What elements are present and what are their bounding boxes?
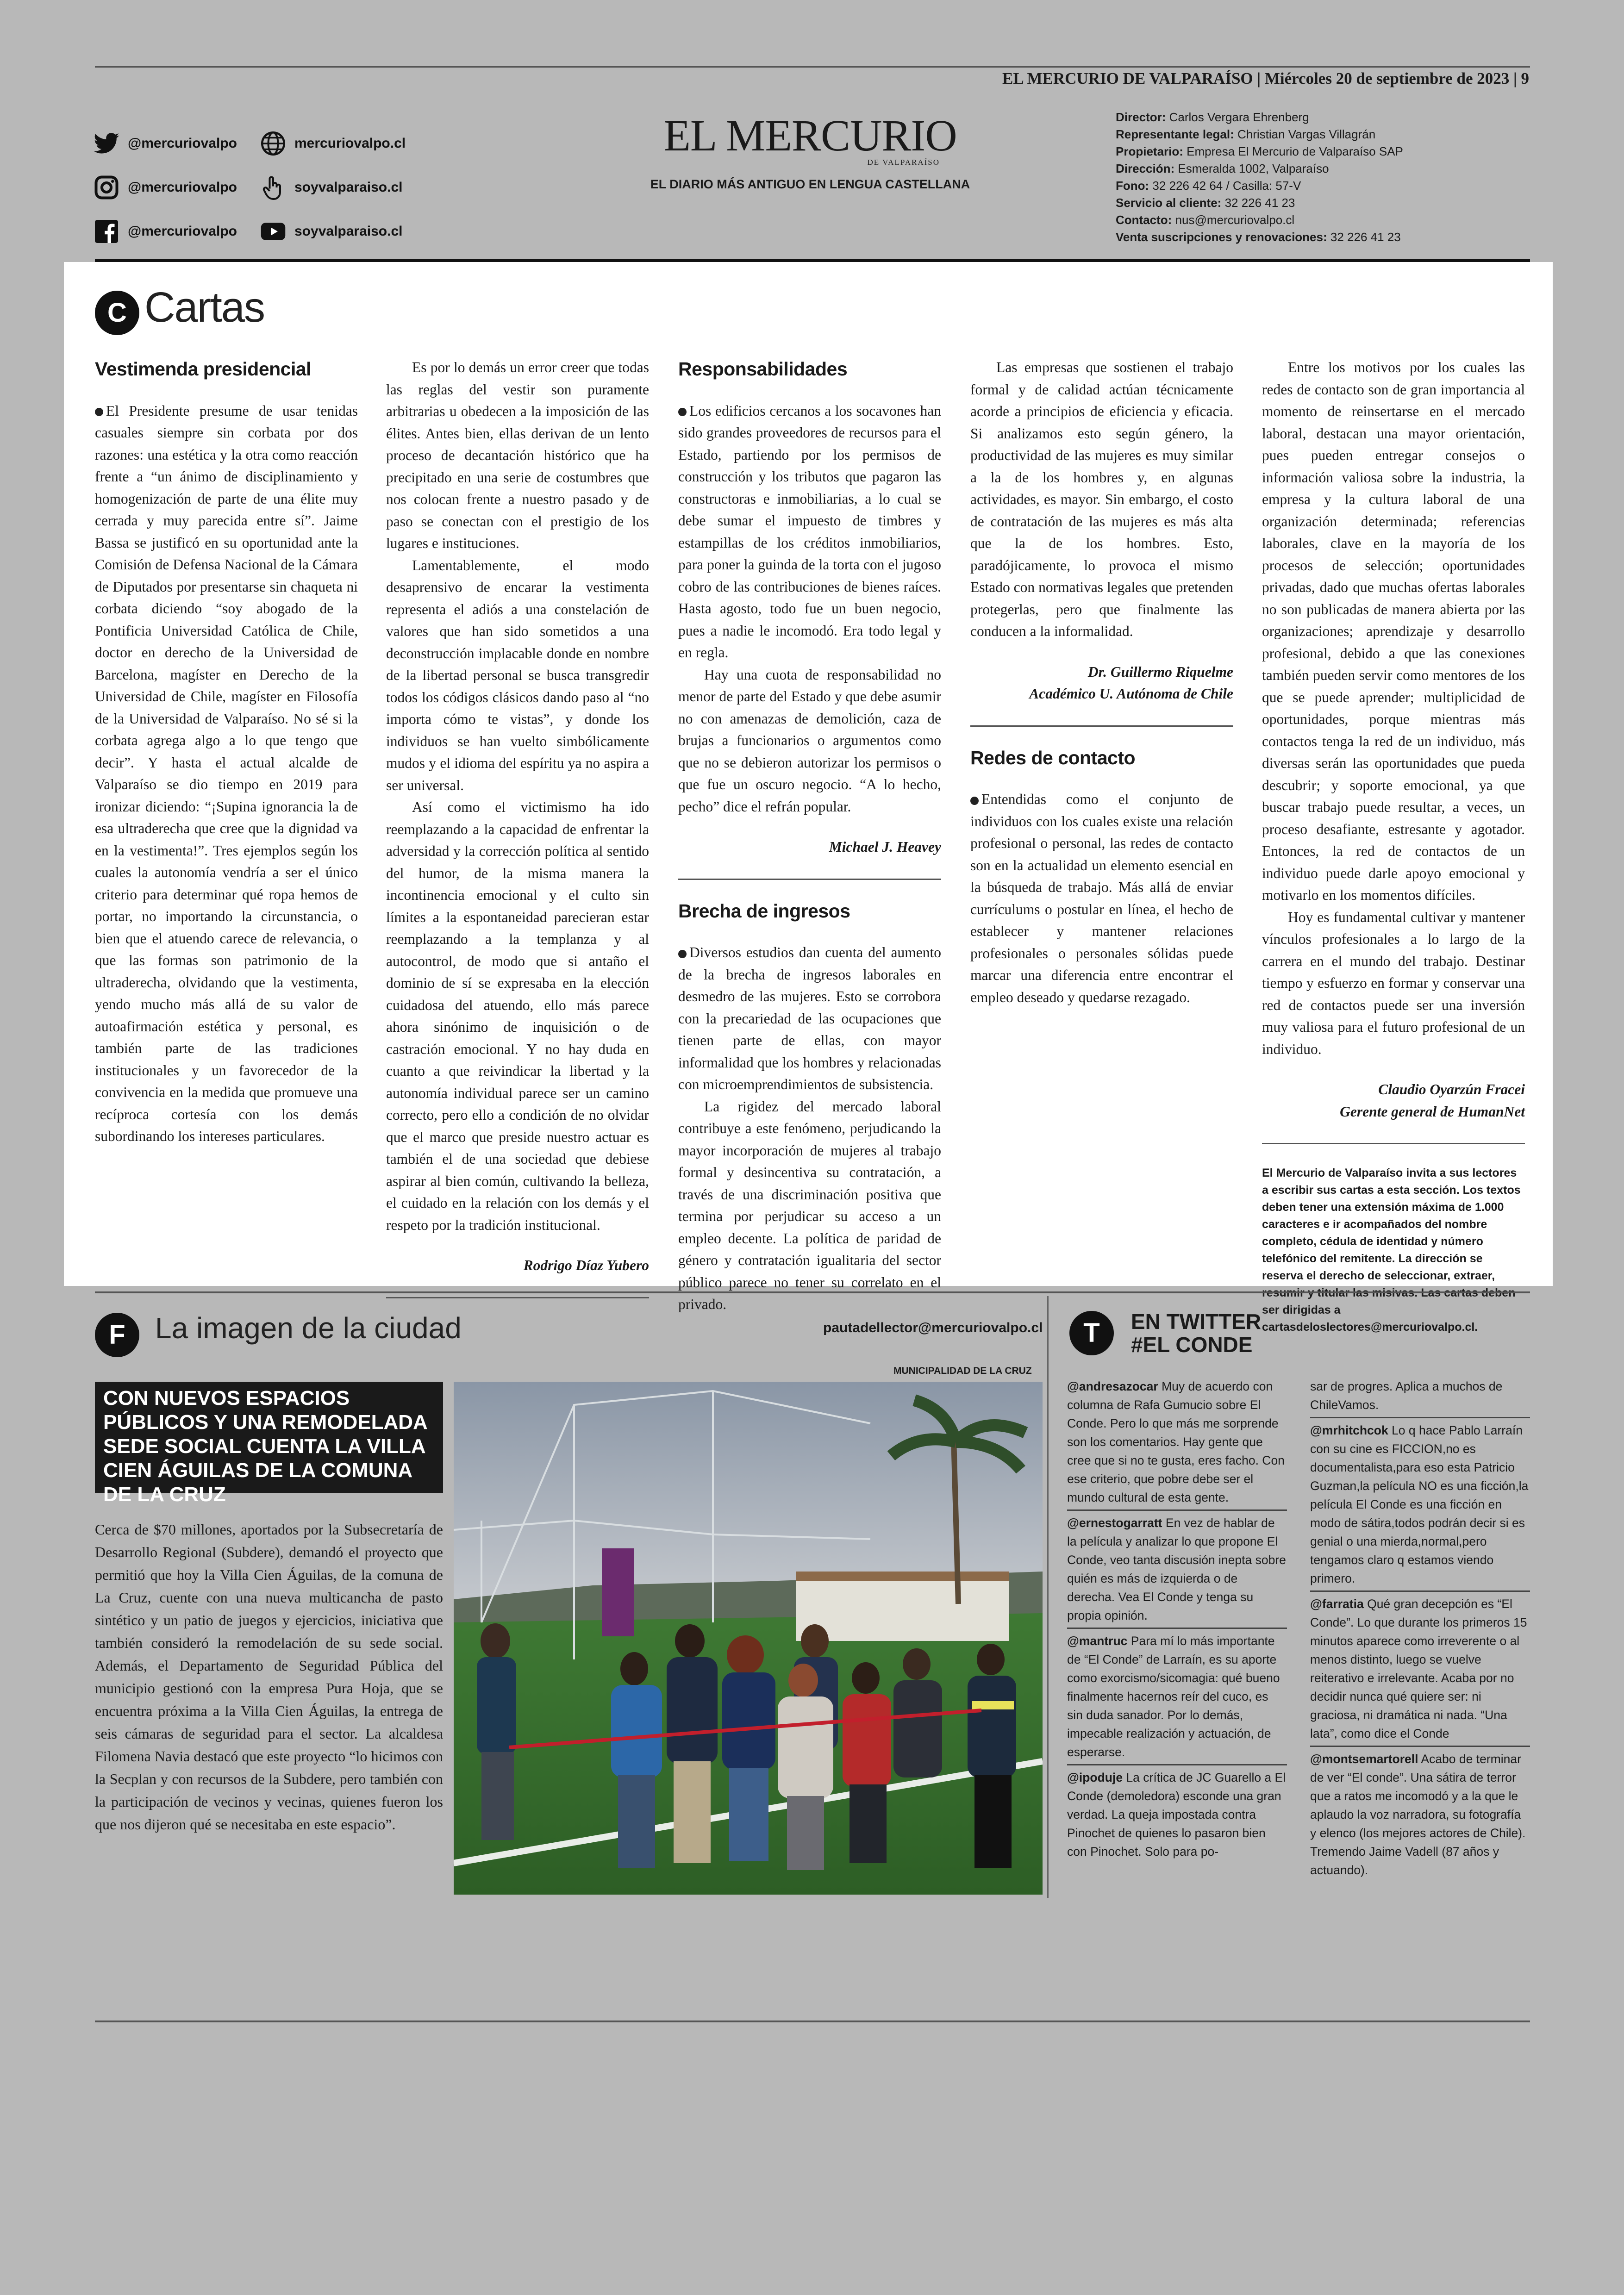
letter-title: Brecha de ingresos	[678, 900, 850, 922]
brand-tagline: EL DIARIO MÁS ANTIGUO EN LENGUA CASTELLANA	[650, 177, 970, 191]
tweet-handle[interactable]: @andresazocar	[1067, 1379, 1158, 1393]
bottom-rule	[95, 2021, 1530, 2022]
letter-column-2	[386, 356, 649, 1319]
photo-headline: CON NUEVOS ESPACIOS PÚBLICOS Y UNA REMODELADA SEDE SOCIAL CUENTA LA VILLA CIEN ÁGUILAS DE LA COMUNA DE LA CRUZ	[95, 1382, 443, 1493]
divider	[386, 1297, 649, 1298]
letter-body: Hoy es fundamental cultivar y mantener vínculos profesionales a lo largo de la carrera en el mundo del trabajo. Destinar tiempo y esfuerzo en formar y conservar una red de contactos puede ser una inversión muy valiosa para el futuro profesional de un individuo.	[1262, 909, 1525, 1057]
social-twitter[interactable]	[93, 130, 237, 157]
letter-signature-role: Gerente general de HumanNet	[1340, 1103, 1525, 1120]
tweet-text: La crítica de JC Guarello a El Conde (demoledora) esconde una gran verdad. La queja impostada contra Pinochet de quienes lo pasaron bien con Pinochet. Solo para po-	[1067, 1771, 1286, 1858]
twitter-title-line: EN TWITTER	[1131, 1310, 1262, 1334]
dateline-text: EL MERCURIO DE VALPARAÍSO | Miércoles 20 de septiembre de 2023 |	[1002, 69, 1517, 87]
brand-sub: DE VALPARAÍSO	[867, 158, 940, 167]
tweet	[1067, 1514, 1287, 1629]
staff-line: Representante legal: Christian Vargas Villagrán	[1116, 127, 1376, 141]
tweet	[1067, 1377, 1287, 1511]
photo-lede: Cerca de $70 millones, aportados por la Subsecretaría de Desarrollo Regional (Subdere), demandó el proyecto que permitió que hoy la Villa Cien Águilas, de la comuna de La Cruz, cuente con una nueva multicancha de pasto sintético y un patio de juegos y ejercicios, iniciativa que también consideró la remodelación de su sede social. Además, el Departamento de Seguridad Pública del municipio gestionó con la empresa Pura Hoja, que se encuentra próxima a la Villa Cien Águilas, la entrega de seis cámaras de seguridad para el sector. La alcaldesa Filomena Navia destacó que este proyecto “lo hicimos con la Secplan y con recursos de la Subdere, pero también con la participación de vecinos y vecinas, quienes fueron los que nos dijeron qué se necesitaba en este espacio”.	[95, 1521, 443, 1833]
letter-signature: Dr. Guillermo Riquelme	[1087, 663, 1233, 680]
tweet	[1067, 1768, 1287, 1861]
letter-column-4	[970, 356, 1233, 1008]
letter-body: Lamentablemente, el modo desaprensivo de encarar la vestimenta representa el adiós a una constelación de valores que han sido sometidos a una deconstrucción implacable donde en nombre de la libertad personal se busca transgredir todos los códigos clásicos dando paso al “no importa cómo te vistas”, y donde los individuos se han vuelto simbólicamente mudos y el idioma del espíritu ya no aspira a ser universal.	[386, 557, 649, 793]
youtube-icon	[259, 218, 287, 245]
imagen-email[interactable]: pautadellector@mercuriovalpo.cl	[823, 1320, 1043, 1335]
social-youtube[interactable]	[259, 218, 402, 245]
twitter-hashtag: #EL CONDE	[1131, 1333, 1253, 1357]
letter-title: Redes de contacto	[970, 747, 1136, 768]
social-label: soyvalparaiso.cl	[294, 180, 403, 195]
social-facebook[interactable]	[93, 218, 237, 245]
staff-line: Propietario: Empresa El Mercurio de Valparaíso SAP	[1116, 144, 1403, 158]
letter-body: Entre los motivos por los cuales las redes de contacto son de gran importancia al momento de reinsertarse en el mercado laboral, destacan una mayor orientación, pues pueden entregar consejos o información valiosa sobre la industria, la empresa y la cultura laboral de una organización determinada; referencias laborales, clave en la mayoría de los procesos de selección; oportunidades privadas, dado que muchas ofertas laborales no son publicadas de manera abierta por las organizaciones; aprendizaje y desarrollo profesional, debido a que las conexiones también pueden servir como mentores de los que se puede aprender; multiplicidad de oportunidades, porque mientras más contactos tenga la red de un individuo, más diversas serán las oportunidades que pueda descubrir; y soporte emocional, ya que buscar trabajo puede resultar, a veces, un proceso desafiante, estresante y agotador. Entonces, la red de contactos de un individuo puede darle apoyo emocional y motivarlo en los momentos difíciles.	[1262, 359, 1525, 903]
letter-column-1	[95, 356, 358, 1148]
letter-body: El Presidente presume de usar tenidas casuales siempre sin corbata por dos razones: una estética y la otra como reacción frente a “un ánimo de disciplinamiento y homogenización de parte de una élite muy cerrada y muy parecida entre sí”. Jaime Bassa se justificó en su oportunidad ante la Comisión de Defensa Nacional de la Cámara de Diputados por presentarse sin chaqueta ni corbata diciendo “soy abogado de la Pontificia Universidad Católica de Chile, doctor en derecho de la Universidad de Barcelona, magíster en Derecho de la Universidad de Chile, magíster en Filosofía de la Universidad de Valparaíso. No sé si la corbata agrega algo a lo que tengo que decir”. Y hasta el actual alcalde de Valparaíso se dio tiempo en 2019 para ironizar diciendo: “¡Supina ignorancia la de esa ultraderecha que cree que la dignidad va en la vestimenta!”. Tres ejemplos según los cuales la autonomía vendría a ser el único criterio para determinar qué ropa hemos de portar, no importando la circunstancia, o bien que el atuendo carece de relevancia, o que las formas son patrimonio de la ultraderecha, olvidando que la vestimenta, yendo mucho más allá de su valor de autoafirmación estética y personal, es también parte de las tradiciones institucionales y un favorecedor de la convivencia en la medida que promueve una recíproca cortesía con los demás subordinando los intereses particulares.	[95, 402, 358, 1144]
twitter-section-title	[1131, 1310, 1261, 1356]
ribbon-cutting-photo	[454, 1382, 1043, 1895]
bullet-icon	[678, 950, 687, 958]
tweet-text: En vez de hablar de la película y analizar lo que propone El Conde, veo tanta discusión inepta sobre quién es más de izquierda o de derecha. Vea El Conde y tenga su propia opinión.	[1067, 1516, 1286, 1622]
instagram-icon	[93, 174, 120, 201]
tweet-text: Qué gran decepción es “El Conde”. Lo que durante los primeros 15 minutos aparece como irreverente o al menos distinto, luego se vuelve reiterativo e irrelevante. Acaba por no decidir nunca qué quiere ser: ni graciosa, ni dramática ni nada. “Una lata”, como dice el Conde	[1310, 1597, 1527, 1740]
letter-column-3	[678, 356, 941, 1316]
social-label: @mercuriovalpo	[128, 136, 237, 151]
tweets-column-2	[1310, 1377, 1530, 1879]
tweets-column-1	[1067, 1377, 1287, 1861]
letter-column-5	[1262, 356, 1525, 1336]
letter-signature: Claudio Oyarzún Fracei	[1378, 1081, 1525, 1098]
letter-body: Es por lo demás un error creer que todas las reglas del vestir son puramente arbitrarias u obedecen a la imposición de las élites. Antes bien, ellas derivan de un lento proceso de decantación histórico que ha precipitado en una serie de costumbres que nos colocan frente a nuestro pasado y de paso se conectan con el prestigio de los lugares e instituciones.	[386, 359, 649, 551]
staff-line: Contacto: nus@mercuriovalpo.cl	[1116, 213, 1295, 227]
tweet-text: Lo q hace Pablo Larraín con su cine es FICCION,no es documentalista,para eso esta Patricio Guzman,la película NO es una ficción,la película El Conde es una ficción en modo de sátira,todos podrán decir si es genial o una mierda,normal,pero tengamos claro q estamos viendo primero.	[1310, 1423, 1529, 1585]
staff-line: Fono: 32 226 42 64 / Casilla: 57-V	[1116, 179, 1301, 193]
tweet-handle[interactable]: @mrhitchcok	[1310, 1423, 1388, 1437]
twitter-section-icon: T	[1069, 1311, 1114, 1355]
photo-illustration	[454, 1382, 1043, 1895]
tweet-handle[interactable]: @mantruc	[1067, 1634, 1128, 1648]
staff-line: Servicio al cliente: 32 226 41 23	[1116, 196, 1295, 210]
social-label: @mercuriovalpo	[128, 180, 237, 195]
bullet-icon	[678, 408, 687, 416]
brand-name: EL MERCURIO	[663, 111, 957, 160]
brand-block	[630, 113, 991, 192]
social-instagram[interactable]	[93, 174, 237, 201]
tweet	[1310, 1421, 1530, 1592]
letter-body: Entendidas como el conjunto de individuos con los cuales existe una relación profesional o personal, las redes de contacto son en la actualidad un elemento esencial en la búsqueda de trabajo. Más allá de enviar currículums o postular en línea, el hecho de establecer y mantener relaciones profesionales o personales sólidas puede marcar una diferencia entre encontrar el empleo deseado y quedarse rezagado.	[970, 791, 1233, 1005]
tweet	[1067, 1632, 1287, 1765]
letter-body: Los edificios cercanos a los socavones han sido grandes proveedores de recursos para el Estado, partiendo por los permisos de construcción y los tributos que pagaron las constructoras e inmobiliarias, a lo cual se debe sumar el impuesto de timbres y estampillas de los créditos inmobiliarios, para poner la guinda de la torta con el jugoso cobro de las contribuciones de bienes raíces. Hasta agosto, todo fue un buen negocio, pues a nadie le incomodó. Era todo legal y en regla.	[678, 402, 941, 661]
photo-credit: MUNICIPALIDAD DE LA CRUZ	[893, 1366, 1032, 1376]
letter-body: Hay una cuota de responsabilidad no menor de parte del Estado y que debe asumir no con amenazas de demolición, caza de brujas a funcionarios o argumentos como que no se debieron autorizar los permisos o que fue un oscuro negocio. “A lo hecho, pecho” dice el refrán popular.	[678, 666, 941, 815]
pointer-icon	[259, 174, 287, 201]
tweet-text: Para mí lo más importante de “El Conde” de Larraín, es su aporte como exorcismo/sicomagia: qué bueno finalmente hacernos reír del cuco, es sin duda sanador. Por lo demás, impecable realización y actuación, de esperarse.	[1067, 1634, 1280, 1759]
letter-signature-role: Académico U. Autónoma de Chile	[1029, 686, 1233, 702]
letter-signature: Michael J. Heavey	[829, 839, 941, 855]
tweet-text: Muy de acuerdo con columna de Rafa Gumucio sobre El Conde. Pero lo que más me sorprende son los comentarios. Hay gente que cree que si no te gusta, eres facho. Con ese criterio, que pobre debe ser el mundo cultural de esta gente.	[1067, 1379, 1285, 1504]
bullet-icon	[970, 797, 979, 805]
facebook-icon	[93, 218, 120, 245]
social-label: soyvalparaiso.cl	[294, 224, 403, 239]
divider	[1262, 1143, 1525, 1144]
section-rule	[95, 1291, 1530, 1293]
cartas-section-title: Cartas	[144, 284, 264, 331]
tweet-text: Acabo de terminar de ver “El conde”. Una sátira de terror que a ratos me incomodó y a la que le aplaudo la voz narradora, su fotografía y elenco (los mejores actores de Chile). Tremendo Jaime Vadell (87 años y actuando).	[1310, 1752, 1526, 1877]
dateline	[1002, 69, 1529, 88]
staff-line: Venta suscripciones y renovaciones: 32 226 41 23	[1116, 230, 1401, 244]
social-label: mercuriovalpo.cl	[294, 136, 406, 151]
tweet	[1310, 1595, 1530, 1747]
page-number: 9	[1521, 69, 1529, 87]
letter-body: La rigidez del mercado laboral contribuye a este fenómeno, perjudicando la mayor incorporación de mujeres al trabajo formal y desincentiva su contratación, a través de una discriminación positiva que termina por perjudicar su acceso a un empleo decente. La política de paridad de género y contratación igualitaria del sector público parece no tener su correlato en el privado.	[678, 1098, 941, 1312]
social-website[interactable]	[259, 130, 406, 157]
social-soyvalparaiso[interactable]	[259, 174, 402, 201]
letter-body: Diversos estudios dan cuenta del aumento de la brecha de ingresos laborales en desmedro de las mujeres. Esto se corrobora con la precariedad de las ocupaciones que tienen parte de ellas, con mayor informalidad que los hombres y relacionadas con microemprendimientos de subsistencia.	[678, 944, 941, 1092]
staff-line: Dirección: Esmeralda 1002, Valparaíso	[1116, 162, 1329, 175]
letter-title: Responsabilidades	[678, 358, 848, 380]
globe-icon	[259, 130, 287, 157]
staff-box	[1116, 109, 1412, 246]
tweet-handle[interactable]: @farratia	[1310, 1597, 1364, 1611]
tweet-handle[interactable]: @ernestogarratt	[1067, 1516, 1162, 1530]
letter-body: Las empresas que sostienen el trabajo formal y de calidad actúan técnicamente acorde a principios de eficiencia y eficacia. Si analizamos esto según género, la productividad de las mujeres es muy similar a la de los hombres y, en algunas actividades, es mayor. Sin embargo, el costo de contratación de las mujeres es más alta que la de los hombres. Esto, paradójicamente, lo provoca el mismo Estado con normativas legales que pretenden protegerlas, pero que finalmente las conducen a la informalidad.	[970, 359, 1233, 639]
imagen-section-title: La imagen de la ciudad	[155, 1311, 462, 1345]
letter-body: Así como el victimismo ha ido reemplazando a la capacidad de enfrentar la adversidad y la corrección política al sentido del humor, de la misma manera la incontinencia emocional y el culto sin límites a la espontaneidad parecieran estar reemplazando a la templanza y al autocontrol, de modo que si antaño el dominio de sí se expresaba en la elección cuidadosa del atuendo, ello más parece ahora sinónimo de inquisición o de castración emocional. Y no hay duda en cuanto a que reivindicar la libertad y la autonomía individual parece ser un camino correcto, pero ello a condición de no olvidar que el marco que preside nuestro actuar es también el de una sociedad que debiese aspirar al bien común, cultivando la belleza, el cuidado en la relación con los demás y el respeto por la tradición institucional.	[386, 799, 649, 1233]
cartas-section-icon: C	[95, 291, 139, 335]
top-rule	[95, 66, 1530, 68]
twitter-icon	[93, 130, 120, 157]
letter-signature: Rodrigo Díaz Yubero	[523, 1257, 649, 1273]
divider	[970, 725, 1233, 727]
tweet-handle[interactable]: @montsemartorell	[1310, 1752, 1418, 1766]
divider	[678, 879, 941, 880]
tweet	[1310, 1750, 1530, 1879]
letters-notice: El Mercurio de Valparaíso invita a sus lectores a escribir sus cartas a esta sección. Los textos deben tener una extensión máxima de 1.000 caracteres e ir acompañados del nombre completo, cédula de identidad y número telefónico del remitente. La dirección se reserva el derecho de seleccionar, extraer, ser dirigidas a cartasdeloslectores@mercuriovalpo.cl.	[1262, 1166, 1521, 1334]
social-label: @mercuriovalpo	[128, 224, 237, 239]
staff-line: Director: Carlos Vergara Ehrenberg	[1116, 110, 1309, 124]
letter-title: Vestimenda presidencial	[95, 358, 312, 380]
imagen-section-icon: F	[95, 1313, 139, 1357]
tweet-text: sar de progres. Aplica a muchos de ChileVamos.	[1310, 1379, 1503, 1412]
twitter-divider	[1047, 1296, 1049, 1898]
tweet-handle[interactable]: @ipoduje	[1067, 1771, 1123, 1784]
bullet-icon	[95, 408, 103, 416]
tweet	[1310, 1377, 1530, 1418]
